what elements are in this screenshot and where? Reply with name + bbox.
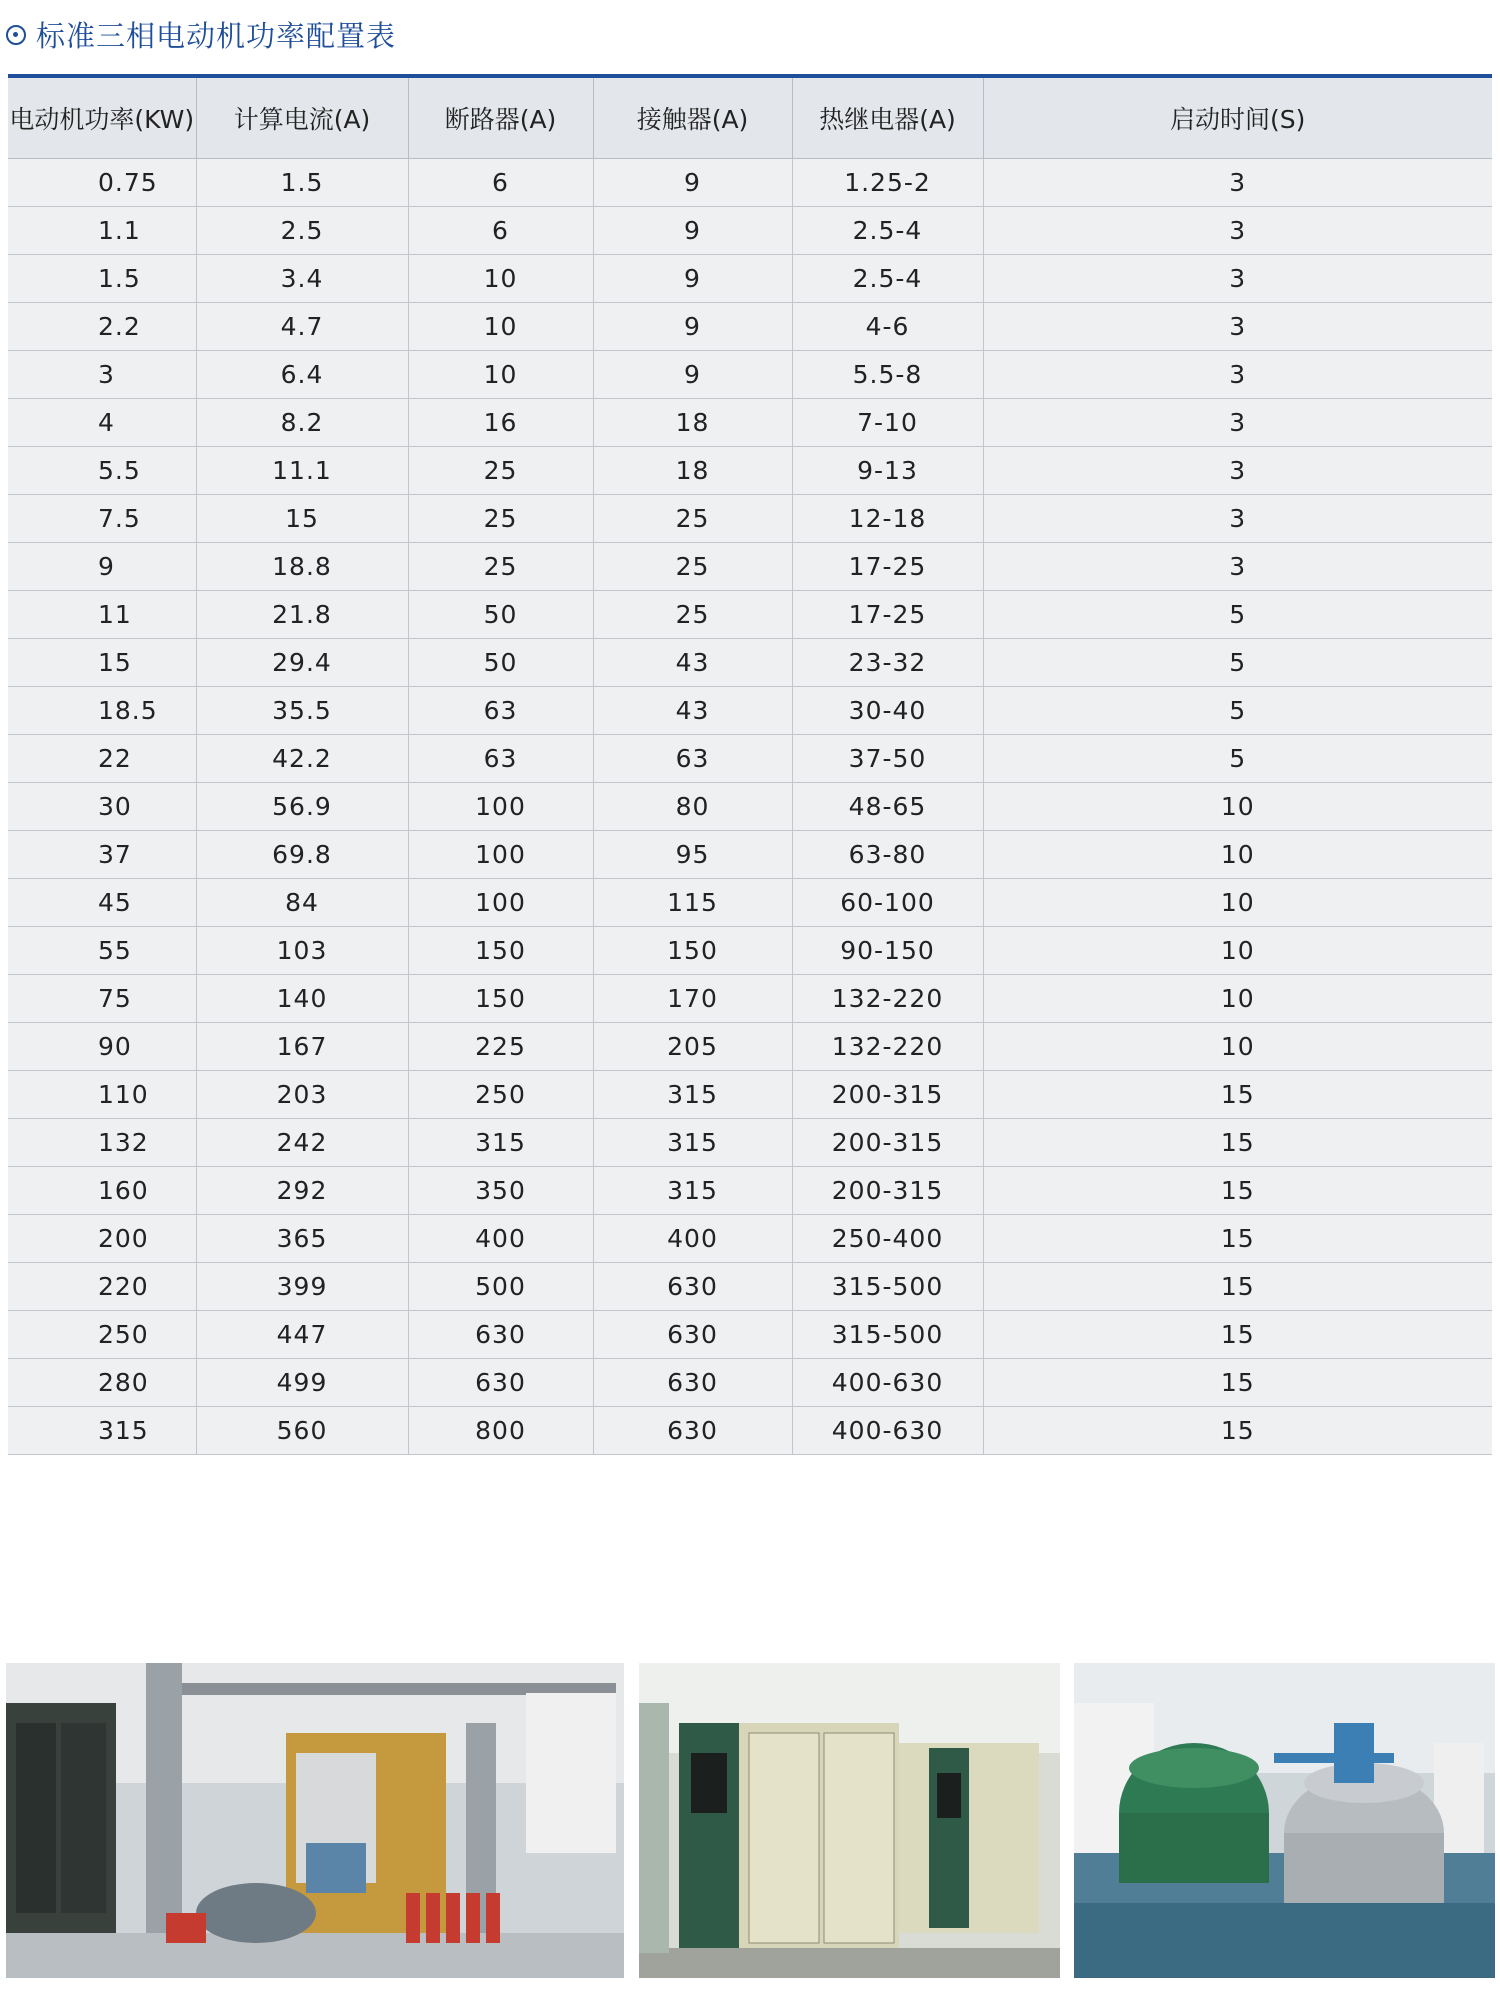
cell-calculated-current: 56.9 — [196, 783, 408, 831]
cell-start-time: 15 — [983, 1167, 1492, 1215]
cell-circuit-breaker: 50 — [408, 639, 593, 687]
cell-contactor: 205 — [593, 1023, 792, 1071]
table-row — [8, 783, 1492, 831]
cell-contactor: 115 — [593, 879, 792, 927]
cell-start-time: 10 — [983, 1023, 1492, 1071]
table-row — [8, 447, 1492, 495]
cell-calculated-current: 1.5 — [196, 159, 408, 207]
cell-start-time: 3 — [983, 207, 1492, 255]
cell-circuit-breaker: 500 — [408, 1263, 593, 1311]
cell-contactor: 630 — [593, 1359, 792, 1407]
cell-thermal-relay: 5.5-8 — [792, 351, 983, 399]
cell-thermal-relay: 400-630 — [792, 1359, 983, 1407]
cell-contactor: 25 — [593, 543, 792, 591]
cell-thermal-relay: 90-150 — [792, 927, 983, 975]
cell-circuit-breaker: 800 — [408, 1407, 593, 1455]
cell-thermal-relay: 48-65 — [792, 783, 983, 831]
cell-motor-power: 45 — [8, 879, 196, 927]
cell-thermal-relay: 63-80 — [792, 831, 983, 879]
table-row — [8, 159, 1492, 207]
cell-calculated-current: 2.5 — [196, 207, 408, 255]
cell-motor-power: 22 — [8, 735, 196, 783]
cell-circuit-breaker: 630 — [408, 1359, 593, 1407]
cell-calculated-current: 3.4 — [196, 255, 408, 303]
cell-start-time: 3 — [983, 159, 1492, 207]
cell-contactor: 9 — [593, 303, 792, 351]
cell-circuit-breaker: 100 — [408, 783, 593, 831]
cell-thermal-relay: 23-32 — [792, 639, 983, 687]
cell-calculated-current: 21.8 — [196, 591, 408, 639]
cell-contactor: 315 — [593, 1071, 792, 1119]
table-row — [8, 639, 1492, 687]
cell-calculated-current: 140 — [196, 975, 408, 1023]
col-header-calculated-current: 计算电流(A) — [196, 78, 408, 159]
factory-workshop-photo — [6, 1663, 624, 1978]
cell-start-time: 3 — [983, 351, 1492, 399]
cell-thermal-relay: 37-50 — [792, 735, 983, 783]
cell-calculated-current: 15 — [196, 495, 408, 543]
cell-contactor: 630 — [593, 1311, 792, 1359]
cell-contactor: 63 — [593, 735, 792, 783]
cell-start-time: 3 — [983, 543, 1492, 591]
cell-circuit-breaker: 63 — [408, 735, 593, 783]
cell-motor-power: 250 — [8, 1311, 196, 1359]
table-row — [8, 1407, 1492, 1455]
cell-start-time: 10 — [983, 927, 1492, 975]
cell-contactor: 9 — [593, 207, 792, 255]
table-row — [8, 351, 1492, 399]
table-row — [8, 543, 1492, 591]
cell-thermal-relay: 12-18 — [792, 495, 983, 543]
cell-motor-power: 9 — [8, 543, 196, 591]
cell-circuit-breaker: 6 — [408, 159, 593, 207]
cell-circuit-breaker: 25 — [408, 495, 593, 543]
cell-contactor: 400 — [593, 1215, 792, 1263]
cell-thermal-relay: 132-220 — [792, 1023, 983, 1071]
col-header-start-time: 启动时间(S) — [983, 78, 1492, 159]
cell-circuit-breaker: 100 — [408, 831, 593, 879]
cell-contactor: 9 — [593, 159, 792, 207]
cell-calculated-current: 399 — [196, 1263, 408, 1311]
cell-calculated-current: 203 — [196, 1071, 408, 1119]
cell-circuit-breaker: 63 — [408, 687, 593, 735]
reactor-vessel-photo — [1074, 1663, 1495, 1978]
table-row — [8, 879, 1492, 927]
cell-motor-power: 4 — [8, 399, 196, 447]
cell-thermal-relay: 200-315 — [792, 1071, 983, 1119]
cell-circuit-breaker: 6 — [408, 207, 593, 255]
cell-circuit-breaker: 16 — [408, 399, 593, 447]
cell-contactor: 25 — [593, 591, 792, 639]
cell-start-time: 5 — [983, 687, 1492, 735]
cell-circuit-breaker: 225 — [408, 1023, 593, 1071]
cell-contactor: 80 — [593, 783, 792, 831]
col-header-circuit-breaker: 断路器(A) — [408, 78, 593, 159]
cell-circuit-breaker: 10 — [408, 303, 593, 351]
col-header-thermal-relay: 热继电器(A) — [792, 78, 983, 159]
table-row — [8, 399, 1492, 447]
cell-contactor: 315 — [593, 1167, 792, 1215]
cell-motor-power: 37 — [8, 831, 196, 879]
cell-calculated-current: 167 — [196, 1023, 408, 1071]
cell-thermal-relay: 17-25 — [792, 591, 983, 639]
col-header-contactor: 接触器(A) — [593, 78, 792, 159]
table-row — [8, 735, 1492, 783]
cell-circuit-breaker: 400 — [408, 1215, 593, 1263]
cell-motor-power: 3 — [8, 351, 196, 399]
cell-contactor: 630 — [593, 1407, 792, 1455]
table-row — [8, 1359, 1492, 1407]
cell-contactor: 9 — [593, 351, 792, 399]
cell-thermal-relay: 1.25-2 — [792, 159, 983, 207]
cell-start-time: 3 — [983, 255, 1492, 303]
cell-contactor: 170 — [593, 975, 792, 1023]
cell-contactor: 25 — [593, 495, 792, 543]
cell-motor-power: 132 — [8, 1119, 196, 1167]
cell-start-time: 15 — [983, 1407, 1492, 1455]
table-header-row — [8, 78, 1492, 159]
cell-motor-power: 15 — [8, 639, 196, 687]
table-row — [8, 495, 1492, 543]
cell-contactor: 315 — [593, 1119, 792, 1167]
cell-contactor: 18 — [593, 399, 792, 447]
cell-contactor: 95 — [593, 831, 792, 879]
cell-circuit-breaker: 100 — [408, 879, 593, 927]
cell-calculated-current: 242 — [196, 1119, 408, 1167]
drying-oven-photo — [639, 1663, 1060, 1978]
cell-circuit-breaker: 315 — [408, 1119, 593, 1167]
cell-thermal-relay: 315-500 — [792, 1263, 983, 1311]
cell-contactor: 43 — [593, 639, 792, 687]
cell-motor-power: 0.75 — [8, 159, 196, 207]
cell-calculated-current: 292 — [196, 1167, 408, 1215]
cell-thermal-relay: 7-10 — [792, 399, 983, 447]
cell-motor-power: 160 — [8, 1167, 196, 1215]
circle-dot-icon — [6, 25, 26, 45]
cell-calculated-current: 499 — [196, 1359, 408, 1407]
cell-motor-power: 90 — [8, 1023, 196, 1071]
cell-motor-power: 220 — [8, 1263, 196, 1311]
cell-circuit-breaker: 25 — [408, 543, 593, 591]
cell-calculated-current: 447 — [196, 1311, 408, 1359]
page-title-bar — [6, 14, 396, 55]
cell-motor-power: 11 — [8, 591, 196, 639]
cell-start-time: 10 — [983, 879, 1492, 927]
cell-thermal-relay: 400-630 — [792, 1407, 983, 1455]
cell-start-time: 15 — [983, 1071, 1492, 1119]
cell-circuit-breaker: 50 — [408, 591, 593, 639]
table-row — [8, 1263, 1492, 1311]
cell-calculated-current: 42.2 — [196, 735, 408, 783]
cell-motor-power: 55 — [8, 927, 196, 975]
cell-start-time: 15 — [983, 1119, 1492, 1167]
cell-start-time: 3 — [983, 303, 1492, 351]
cell-motor-power: 315 — [8, 1407, 196, 1455]
table-row — [8, 1311, 1492, 1359]
cell-thermal-relay: 200-315 — [792, 1167, 983, 1215]
cell-thermal-relay: 2.5-4 — [792, 207, 983, 255]
cell-calculated-current: 35.5 — [196, 687, 408, 735]
table-row — [8, 207, 1492, 255]
cell-start-time: 15 — [983, 1359, 1492, 1407]
cell-start-time: 10 — [983, 831, 1492, 879]
table-row — [8, 591, 1492, 639]
cell-motor-power: 30 — [8, 783, 196, 831]
cell-circuit-breaker: 630 — [408, 1311, 593, 1359]
page-title: 标准三相电动机功率配置表 — [36, 19, 397, 53]
table-row — [8, 831, 1492, 879]
cell-thermal-relay: 17-25 — [792, 543, 983, 591]
cell-calculated-current: 4.7 — [196, 303, 408, 351]
cell-thermal-relay: 60-100 — [792, 879, 983, 927]
cell-motor-power: 2.2 — [8, 303, 196, 351]
col-header-motor-power: 电动机功率(KW) — [8, 78, 196, 159]
cell-calculated-current: 84 — [196, 879, 408, 927]
cell-thermal-relay: 4-6 — [792, 303, 983, 351]
cell-contactor: 630 — [593, 1263, 792, 1311]
cell-calculated-current: 29.4 — [196, 639, 408, 687]
motor-power-table — [8, 78, 1492, 1455]
cell-contactor: 150 — [593, 927, 792, 975]
table-row — [8, 1023, 1492, 1071]
table-row — [8, 303, 1492, 351]
cell-circuit-breaker: 150 — [408, 975, 593, 1023]
cell-motor-power: 1.5 — [8, 255, 196, 303]
table-row — [8, 975, 1492, 1023]
cell-start-time: 3 — [983, 447, 1492, 495]
table-body — [8, 159, 1492, 1455]
cell-thermal-relay: 30-40 — [792, 687, 983, 735]
cell-start-time: 5 — [983, 591, 1492, 639]
cell-calculated-current: 69.8 — [196, 831, 408, 879]
cell-motor-power: 280 — [8, 1359, 196, 1407]
cell-contactor: 9 — [593, 255, 792, 303]
cell-start-time: 3 — [983, 495, 1492, 543]
table-row — [8, 1071, 1492, 1119]
cell-calculated-current: 8.2 — [196, 399, 408, 447]
cell-motor-power: 5.5 — [8, 447, 196, 495]
cell-thermal-relay: 9-13 — [792, 447, 983, 495]
cell-thermal-relay: 132-220 — [792, 975, 983, 1023]
cell-calculated-current: 103 — [196, 927, 408, 975]
cell-circuit-breaker: 10 — [408, 351, 593, 399]
cell-start-time: 15 — [983, 1311, 1492, 1359]
cell-thermal-relay: 200-315 — [792, 1119, 983, 1167]
cell-circuit-breaker: 250 — [408, 1071, 593, 1119]
cell-calculated-current: 11.1 — [196, 447, 408, 495]
cell-contactor: 18 — [593, 447, 792, 495]
cell-start-time: 10 — [983, 783, 1492, 831]
cell-thermal-relay: 250-400 — [792, 1215, 983, 1263]
cell-motor-power: 1.1 — [8, 207, 196, 255]
cell-circuit-breaker: 150 — [408, 927, 593, 975]
cell-thermal-relay: 2.5-4 — [792, 255, 983, 303]
cell-motor-power: 200 — [8, 1215, 196, 1263]
cell-circuit-breaker: 350 — [408, 1167, 593, 1215]
cell-motor-power: 75 — [8, 975, 196, 1023]
cell-motor-power: 7.5 — [8, 495, 196, 543]
cell-calculated-current: 6.4 — [196, 351, 408, 399]
table-row — [8, 687, 1492, 735]
cell-start-time: 15 — [983, 1263, 1492, 1311]
cell-calculated-current: 560 — [196, 1407, 408, 1455]
table-row — [8, 255, 1492, 303]
table-row — [8, 1167, 1492, 1215]
cell-calculated-current: 365 — [196, 1215, 408, 1263]
cell-circuit-breaker: 10 — [408, 255, 593, 303]
cell-calculated-current: 18.8 — [196, 543, 408, 591]
cell-start-time: 3 — [983, 399, 1492, 447]
table-row — [8, 927, 1492, 975]
table-row — [8, 1215, 1492, 1263]
cell-start-time: 15 — [983, 1215, 1492, 1263]
cell-motor-power: 110 — [8, 1071, 196, 1119]
cell-start-time: 5 — [983, 735, 1492, 783]
table-row — [8, 1119, 1492, 1167]
cell-motor-power: 18.5 — [8, 687, 196, 735]
cell-start-time: 5 — [983, 639, 1492, 687]
cell-start-time: 10 — [983, 975, 1492, 1023]
cell-thermal-relay: 315-500 — [792, 1311, 983, 1359]
cell-circuit-breaker: 25 — [408, 447, 593, 495]
cell-contactor: 43 — [593, 687, 792, 735]
